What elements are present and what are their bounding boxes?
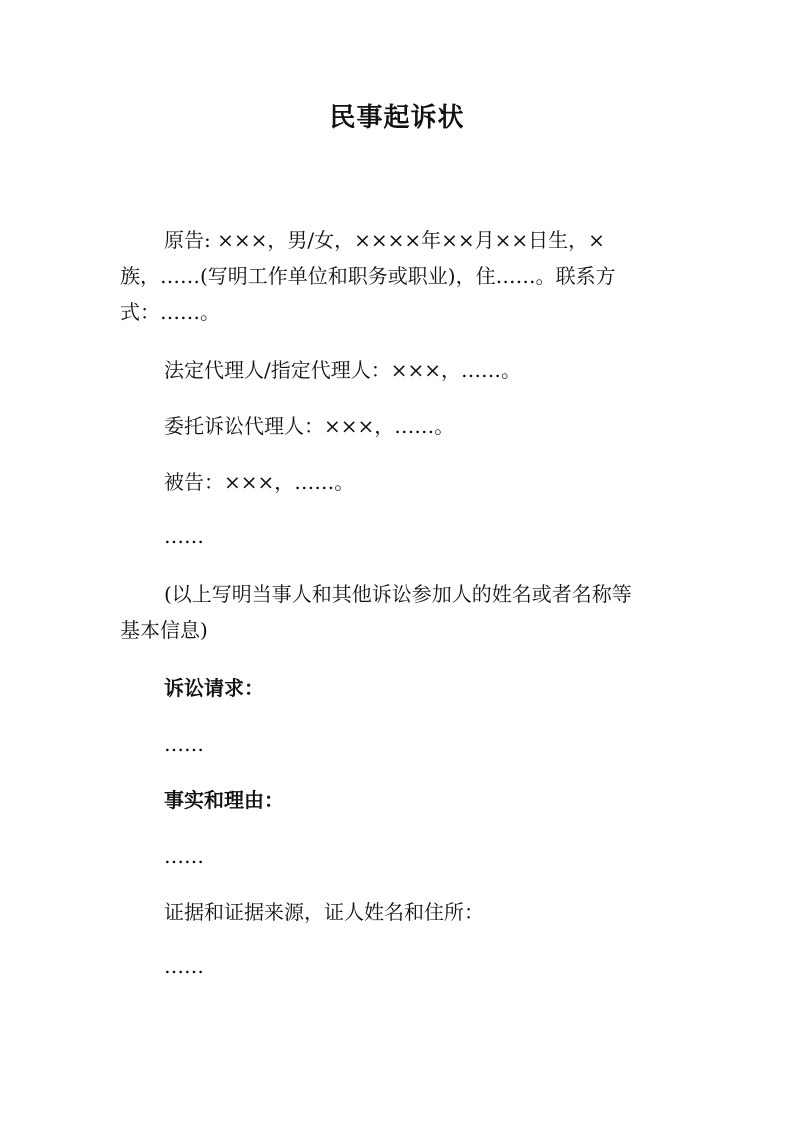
ellipsis-3: …… xyxy=(164,844,204,868)
entrusted-agent-paragraph xyxy=(120,408,676,444)
plaintiff-paragraph xyxy=(120,222,676,330)
facts-heading: 事实和理由： xyxy=(164,788,284,812)
ellipsis-4: …… xyxy=(164,954,204,978)
ellipsis-paragraph-4 xyxy=(120,948,676,984)
parties-note-line-1: (以上写明当事人和其他诉讼参加人的姓名或者名称等 xyxy=(164,582,632,606)
plaintiff-line-3: 式：……。 xyxy=(120,300,220,324)
defendant-paragraph xyxy=(120,464,676,500)
claims-heading: 诉讼请求： xyxy=(164,676,264,700)
ellipsis-1: …… xyxy=(164,524,204,548)
facts-heading-paragraph xyxy=(120,782,676,818)
plaintiff-line-2: 族，……(写明工作单位和职务或职业)，住……。联系方 xyxy=(120,264,616,288)
claims-heading-paragraph xyxy=(120,670,676,706)
legal-representative-line: 法定代理人/指定代理人：×××，……。 xyxy=(164,358,522,382)
parties-note-line-2: 基本信息) xyxy=(120,618,208,642)
ellipsis-paragraph-3 xyxy=(120,838,676,874)
defendant-line: 被告：×××，……。 xyxy=(164,470,355,494)
entrusted-agent-line: 委托诉讼代理人：×××，……。 xyxy=(164,414,455,438)
evidence-heading-paragraph xyxy=(120,894,676,930)
ellipsis-2: …… xyxy=(164,732,204,756)
ellipsis-paragraph-1 xyxy=(120,518,676,554)
plaintiff-line-1: 原告: ×××，男/女，××××年××月××日生，× xyxy=(164,228,605,252)
evidence-heading: 证据和证据来源，证人姓名和住所： xyxy=(164,900,484,924)
document-title: 民事起诉状 xyxy=(329,103,465,133)
parties-note-paragraph xyxy=(120,576,676,648)
legal-representative-paragraph xyxy=(120,352,676,388)
ellipsis-paragraph-2 xyxy=(120,726,676,762)
